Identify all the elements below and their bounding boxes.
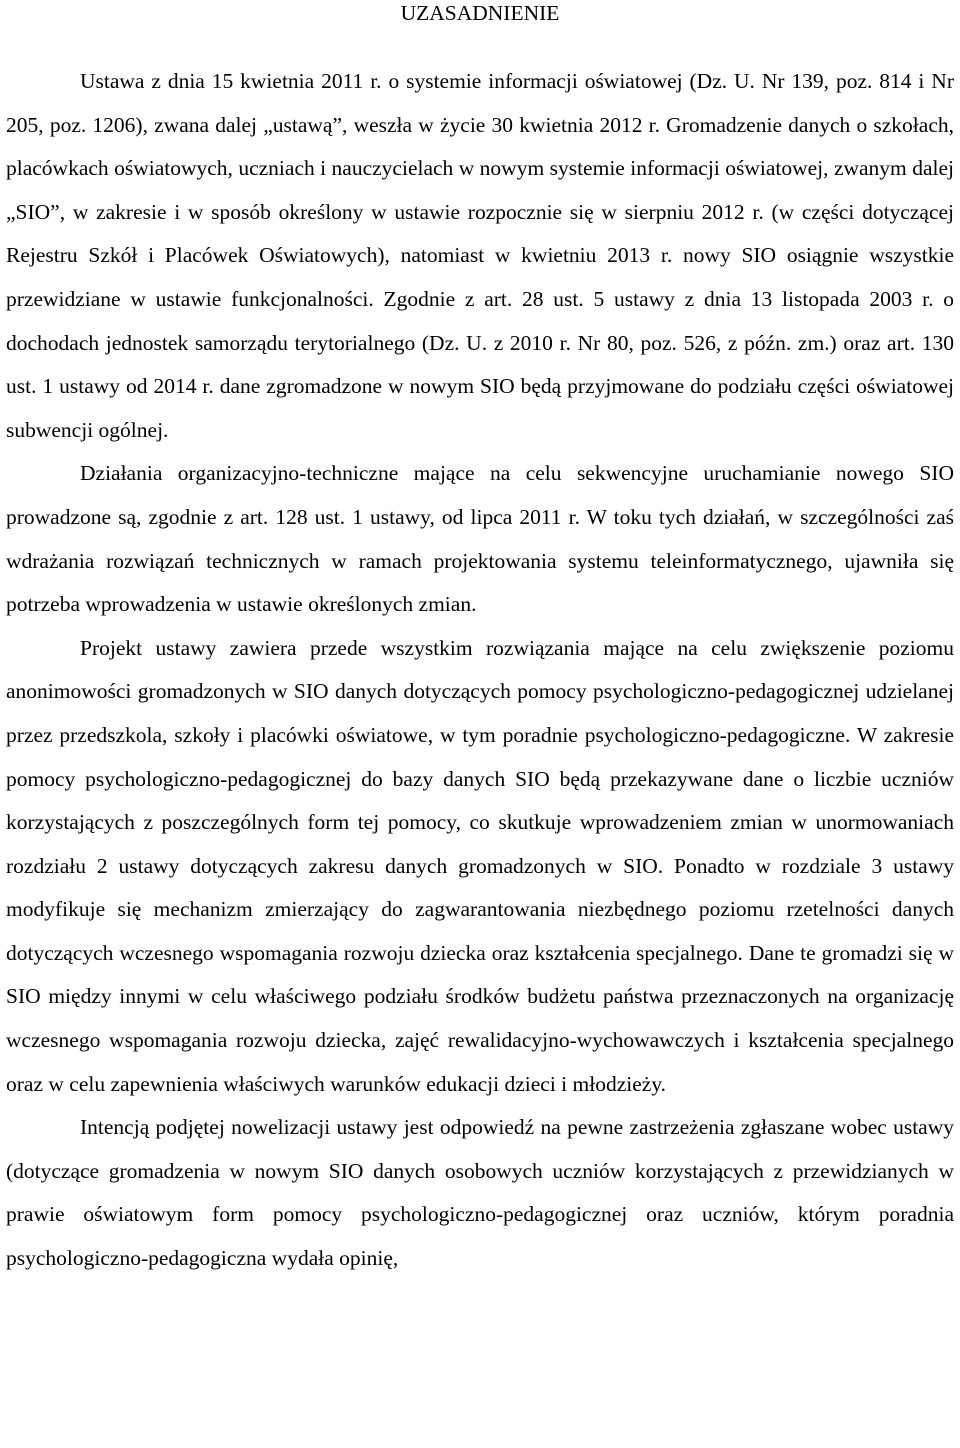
document-title: UZASADNIENIE xyxy=(400,1,560,25)
paragraph-4: Intencją podjętej nowelizacji ustawy jest odpowiedź na pewne zastrzeżenia zgłaszane wobec ustawy (dotyczące gromadzenia w nowym SIO danych osobowych uczniów korzystających z przewidzianych w prawie oświatowym form pomocy psychologiczno-pedagogicznej oraz uczniów, którym poradnia psychologiczno-pedagogiczna wydała opinię, xyxy=(6,1115,954,1271)
paragraph-3: Projekt ustawy zawiera przede wszystkim rozwiązania mające na celu zwiększenie poziomu anonimowości gromadzonych w SIO danych dotyczących pomocy psychologiczno-pedagogicznej udzielanej przez przedszkola, szkoły i placówki oświatowe, w tym poradnie psychologiczno-pedagogiczne. W zakresie pomocy psychologiczno-pedagogicznej do bazy danych SIO będą przekazywane dane o liczbie uczniów korzystających z poszczególnych form tej pomocy, co skutkuje wprowadzeniem zmian w unormowaniach rozdziału 2 ustawy dotyczących zakresu danych gromadzonych w SIO. Ponadto w rozdziale 3 ustawy modyfikuje się mechanizm zmierzający do zagwarantowania niezbędnego poziomu rzetelności danych dotyczących wczesnego wspomagania rozwoju dziecka oraz kształcenia specjalnego. Dane te gromadzi się w SIO między innymi w celu właściwego podziału środków budżetu państwa przeznaczonych na organizację wczesnego wspomagania rozwoju dziecka, zajęć rewalidacyjno-wychowawczych i kształcenia specjalnego oraz w celu zapewnienia właściwych warunków edukacji dzieci i młodzieży. xyxy=(6,635,954,1096)
paragraph-2: Działania organizacyjno-techniczne mające na celu sekwencyjne uruchamianie nowego SIO prowadzone są, zgodnie z art. 128 ust. 1 ustawy, od lipca 2011 r. W toku tych działań, w szczególności zaś wdrażania rozwiązań technicznych w ramach projektowania systemu teleinformatycznego, ujawniła się potrzeba wprowadzenia w ustawie określonych zmian. xyxy=(6,461,954,617)
paragraph-1: Ustawa z dnia 15 kwietnia 2011 r. o systemie informacji oświatowej (Dz. U. Nr 139, poz. 814 i Nr 205, poz. 1206), zwana dalej „ustawą”, weszła w życie 30 kwietnia 2012 r. Gromadzenie danych o szkołach, placówkach oświatowych, uczniach i nauczycielach w nowym systemie informacji oświatowej, zwanym dalej „SIO”, w zakresie i w sposób określony w ustawie rozpocznie się w sierpniu 2012 r. (w części dotyczącej Rejestru Szkół i Placówek Oświatowych), natomiast w kwietniu 2013 r. nowy SIO osiągnie wszystkie przewidziane w ustawie funkcjonalności. Zgodnie z art. 28 ust. 5 ustawy z dnia 13 listopada 2003 r. o dochodach jednostek samorządu terytorialnego (Dz. U. z 2010 r. Nr 80, poz. 526, z późn. zm.) oraz art. 130 ust. 1 ustawy od 2014 r. dane zgromadzone w nowym SIO będą przyjmowane do podziału części oświatowej subwencji ogólnej. xyxy=(6,69,954,442)
